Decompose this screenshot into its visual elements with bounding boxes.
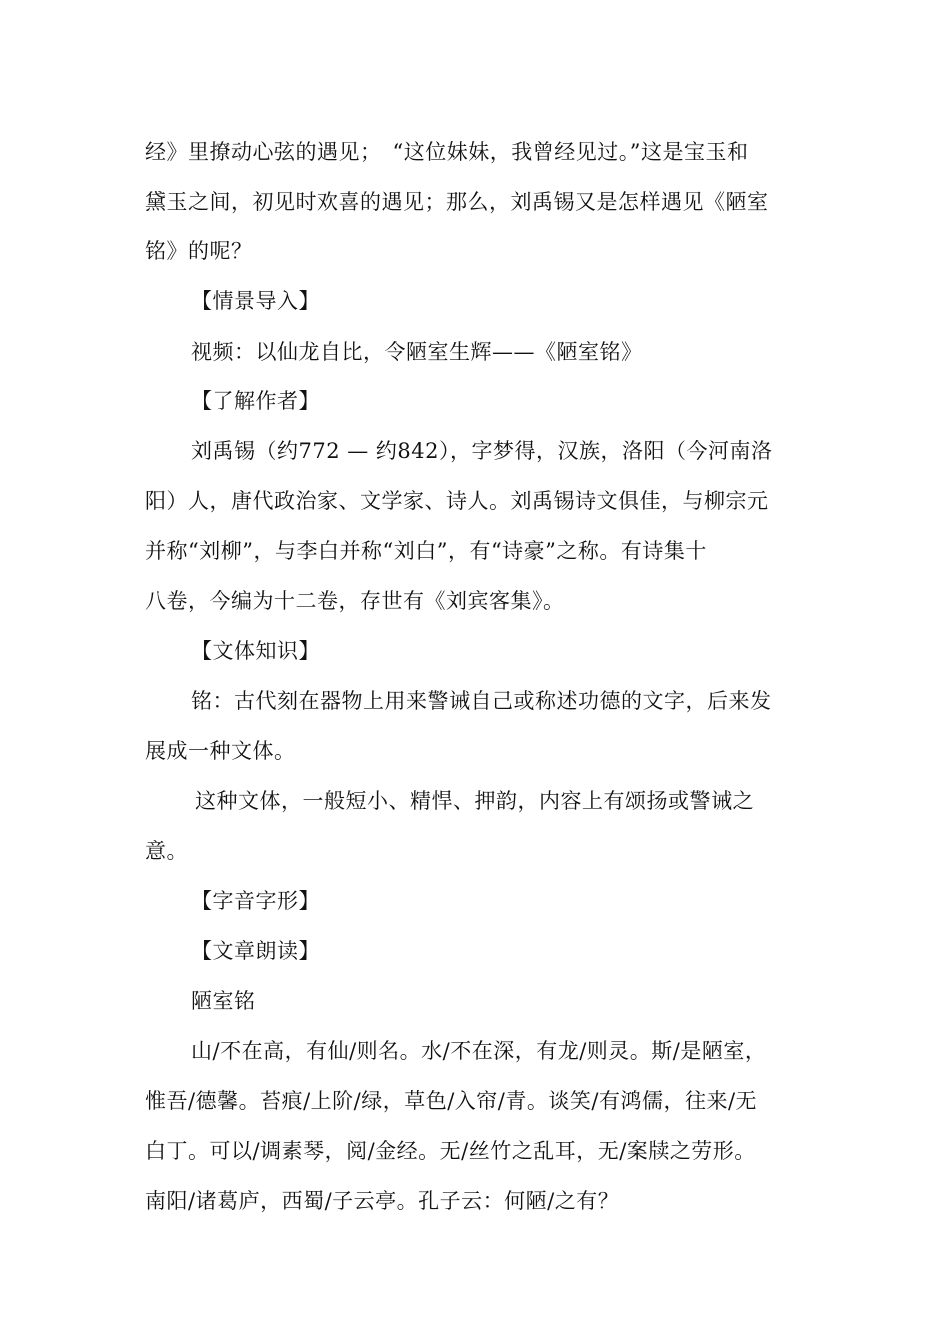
text-line: 视频：以仙龙自比，令陋室生辉——《陋室铭》 (191, 340, 643, 364)
text-line: 展成一种文体。 (145, 739, 296, 763)
section-heading: 【了解作者】 (191, 389, 320, 413)
text-line: 黛玉之间，初见时欢喜的遇见；那么，刘禹锡又是怎样遇见《陋室 (145, 190, 769, 214)
section-heading: 【情景导入】 (191, 289, 320, 313)
poem-title: 陋室铭 (191, 989, 256, 1013)
poem-line: 南阳/诸葛庐，西蜀/子云亭。孔子云：何陋/之有？ (145, 1189, 620, 1213)
section-heading: 【字音字形】 (191, 889, 320, 913)
text-line: 这种文体，一般短小、精悍、押韵，内容上有颂扬或警诫之 (195, 789, 754, 813)
text-line: 刘禹锡（约772 — 约842），字梦得，汉族，洛阳（今河南洛 (191, 439, 773, 463)
text-line: 铭：古代刻在器物上用来警诫自己或称述功德的文字，后来发 (191, 689, 772, 713)
text-line: 意。 (145, 839, 188, 863)
poem-line: 惟吾/德馨。苔痕/上阶/绿，草色/入帘/青。谈笑/有鸿儒，往来/无 (145, 1089, 758, 1113)
text-line: 铭》的呢？ (145, 239, 253, 263)
text-line: 经》里撩动心弦的遇见； “这位妹妹，我曾经见过。”这是宝玉和 (145, 140, 749, 164)
text-line: 并称“刘柳”，与李白并称“刘白”，有“诗豪”之称。有诗集十 (145, 539, 707, 563)
section-heading: 【文体知识】 (191, 639, 320, 663)
section-heading: 【文章朗读】 (191, 939, 320, 963)
poem-line: 山/不在高，有仙/则名。水/不在深，有龙/则灵。斯/是陋室， (191, 1039, 767, 1063)
text-line: 八卷，今编为十二卷，存世有《刘宾客集》。 (145, 589, 565, 613)
poem-line: 白丁。可以/调素琴，阅/金经。无/丝竹之乱耳，无/案牍之劳形。 (145, 1139, 756, 1163)
text-line: 阳）人，唐代政治家、文学家、诗人。刘禹锡诗文俱佳，与柳宗元 (145, 489, 769, 513)
